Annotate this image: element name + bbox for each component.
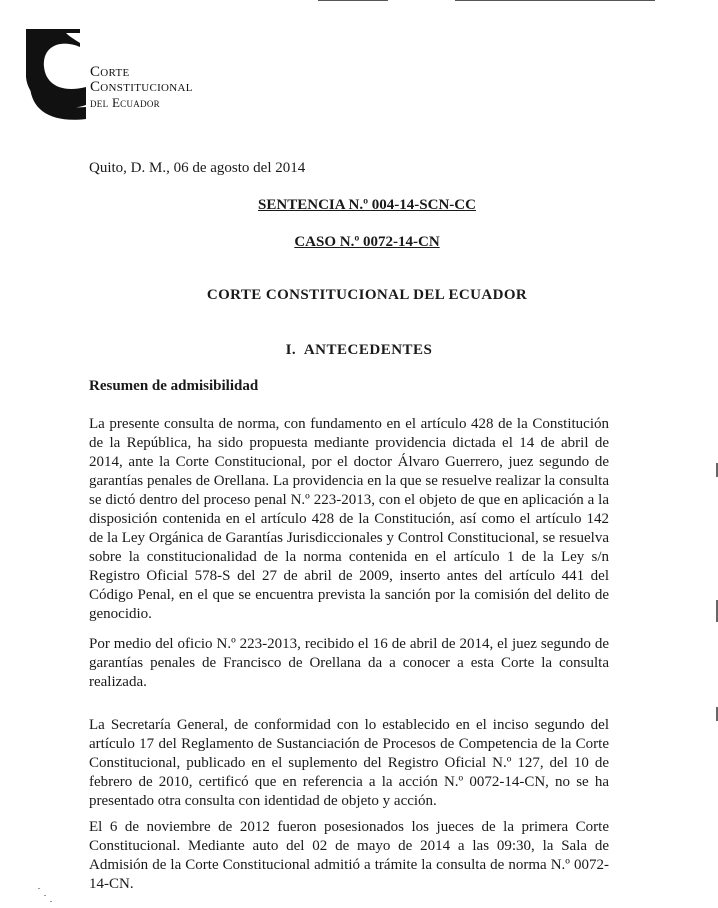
court-logo-text (90, 65, 193, 110)
subheading: Resumen de admisibilidad (89, 378, 259, 394)
scan-speck (38, 888, 40, 889)
court-emblem-icon (22, 27, 92, 127)
logo-line-corte: Corte (90, 64, 130, 80)
sentencia-number (8, 197, 718, 214)
caso-number (8, 234, 718, 251)
caso-number-text: CASO N.º 0072-14-CN (294, 234, 440, 250)
scan-artifact-line (318, 0, 388, 1)
document-date: Quito, D. M., 06 de agosto del 2014 (89, 160, 306, 176)
paragraph-3: La Secretaría General, de conformidad con lo establecido en el inciso segundo del artículo 17 del Reglamento de Sustanciación de Procesos de Competencia de la Corte Constitucional, publicado en el suplemento del Registro Oficial N.º 127, del 10 de febrero de 2010, certificó que en referencia a la acción N.º 0072-14-CN, no se ha presentado otra consulta con identidad de objeto y acción. (89, 717, 609, 809)
scan-speck (50, 901, 52, 902)
court-name: CORTE CONSTITUCIONAL DEL ECUADOR (206, 287, 528, 303)
section-title: I. ANTECEDENTES (285, 342, 433, 358)
court-logo (22, 27, 242, 127)
scan-speck (44, 895, 46, 896)
scan-artifact-line (455, 0, 655, 1)
logo-line-constitucional: Constitucional (90, 79, 193, 95)
logo-line-del-ecuador: del Ecuador (90, 95, 160, 110)
paragraph-4: El 6 de noviembre de 2012 fueron posesionados los jueces de la primera Corte Constitucional. Mediante auto del 02 de mayo de 2014 a las 09:30, la Sala de Admisión de la Corte Constitucional admitió a trámite la consulta de norma N.º 0072-14-CN. (89, 819, 609, 892)
sentencia-number-text: SENTENCIA N.º 004-14-SCN-CC (258, 197, 476, 213)
paragraph-1: La presente consulta de norma, con fundamento en el artículo 428 de la Constitución de la República, ha sido propuesta mediante providencia dictada el 14 de abril de 2014, ante la Corte Constitucional, por el doctor Álvaro Guerrero, juez segundo de garantías penales de Orellana. La providencia en la que se resuelve realizar la consulta se dictó dentro del proceso penal N.º 223-2013, con el objeto de que en aplicación a la disposición contenida en el artículo 428 de la Constitución, así como el artículo 142 de la Ley Orgánica de Garantías Jurisdiccionales y Control Constitucional, se resuelva sobre la constitucionalidad de la norma contenida en el artículo 1 de la Ley s/n Registro Oficial 578-S del 27 de abril de 2009, inserto antes del artículo 441 del Código Penal, en el que se encuentra prevista la sanción por la comisión del delito de genocidio. (89, 416, 609, 622)
paragraph-2: Por medio del oficio N.º 223-2013, recibido el 16 de abril de 2014, el juez segundo de garantías penales de Francisco de Orellana da a conocer a esta Corte la consulta realizada. (89, 636, 609, 690)
